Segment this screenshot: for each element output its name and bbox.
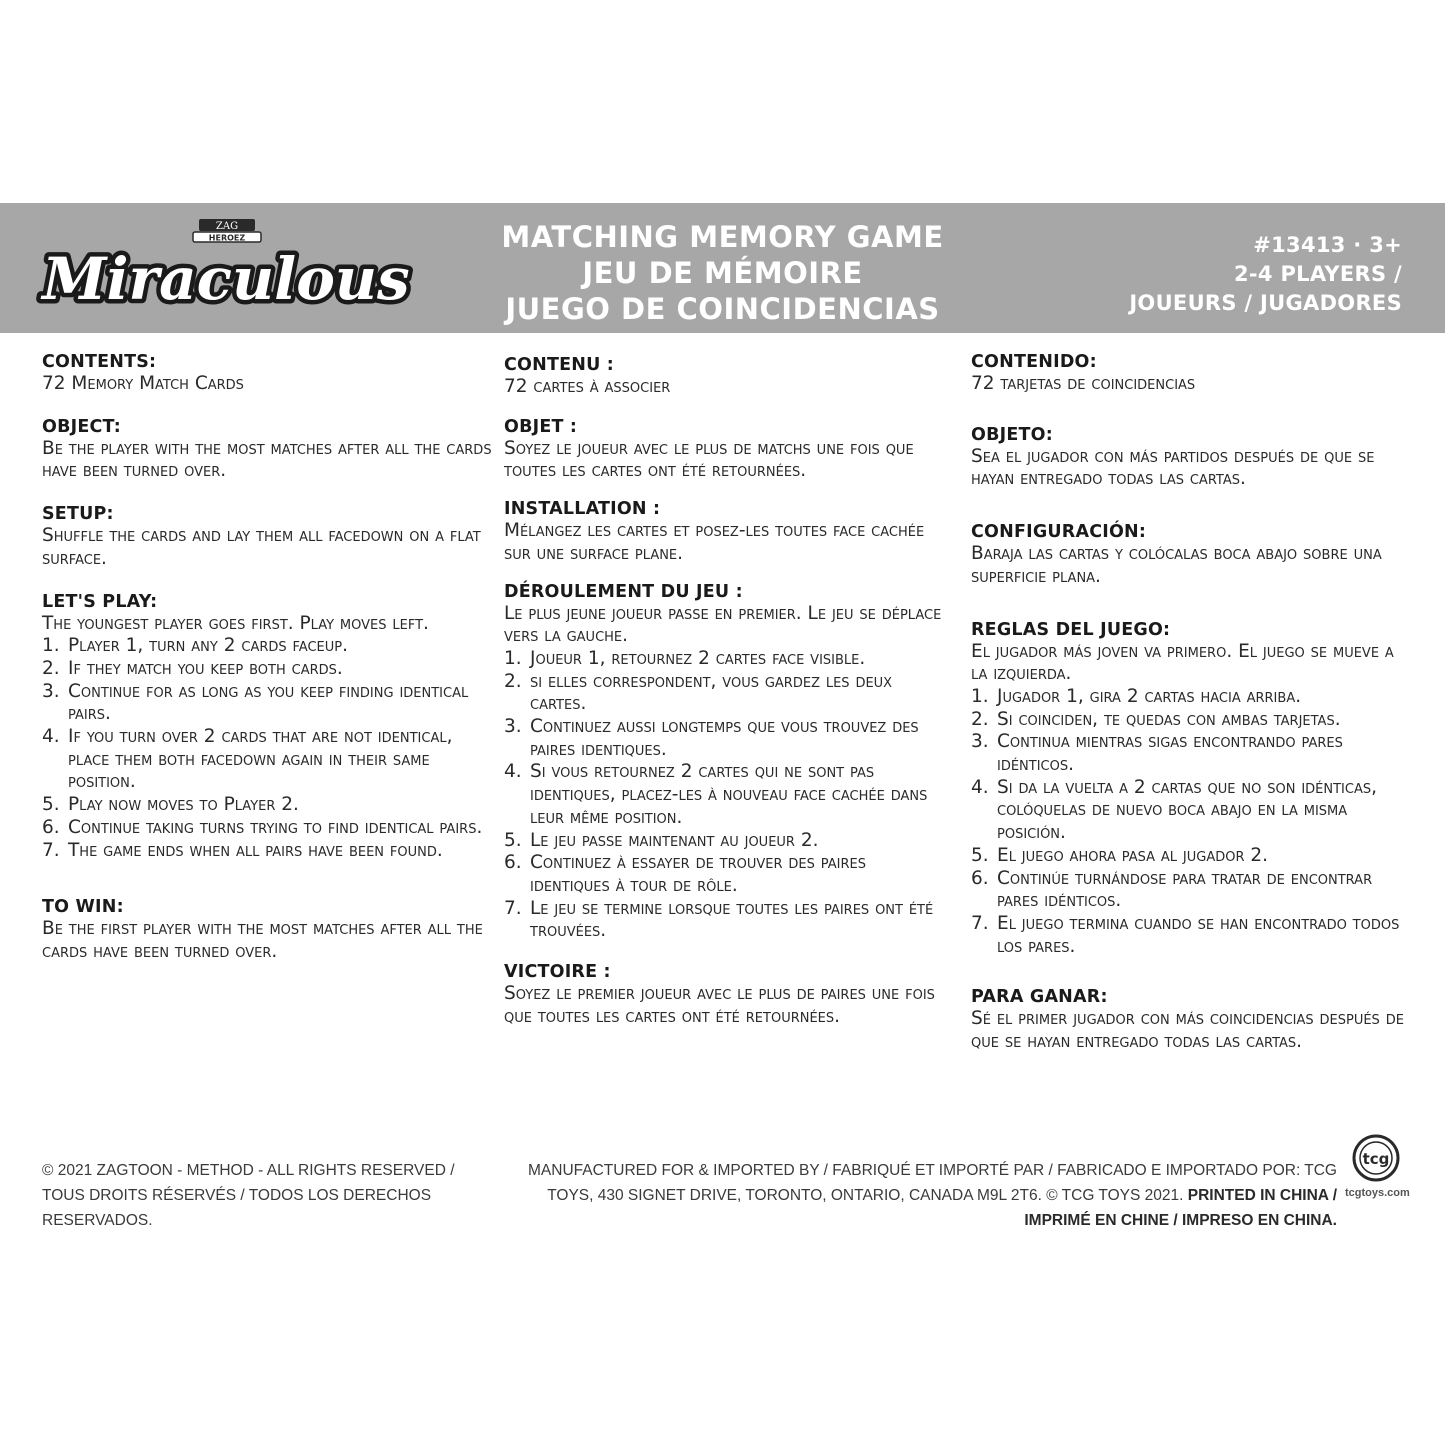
instruction-sheet xyxy=(0,203,1445,1243)
logo-heroez-text: HEROEZ xyxy=(208,233,246,243)
english-column xyxy=(42,351,492,984)
list-item: 4. Si da la vuelta a 2 cartas que no son idénticas, colóquelas de nuevo boca abajo en la misma posición. xyxy=(971,776,1377,844)
section-text: Baraja las cartas y colócalas boca abajo sobre una superficie plana. xyxy=(971,543,1382,587)
play-section xyxy=(971,619,1411,959)
manufacturer-notice xyxy=(492,1158,1337,1233)
steps-list xyxy=(504,648,944,943)
play-section xyxy=(42,591,492,863)
section-heading: OBJETO: xyxy=(971,424,1053,445)
section-text: Le plus jeune joueur passe en premier. Le jeu se déplace vers la gauche. xyxy=(504,602,942,647)
product-number: #13413 · 3+ xyxy=(1253,233,1402,257)
section-heading: CONTENTS: xyxy=(42,352,157,372)
win-section xyxy=(971,986,1411,1053)
section-text: Shuffle the cards and lay them all facedown on a flat surface. xyxy=(42,525,481,569)
list-item: 1. Jugador 1, gira 2 cartas hacia arriba. xyxy=(971,685,1302,707)
section-heading: OBJECT: xyxy=(42,416,121,437)
play-section xyxy=(504,581,944,944)
list-item: 7. Le jeu se termine lorsque toutes les paires ont été trouvées. xyxy=(504,897,934,942)
section-heading: VICTOIRE : xyxy=(504,962,611,983)
list-item: 3. Continua mientras sigas encontrando pares idénticos. xyxy=(971,731,1343,776)
miraculous-logo xyxy=(42,217,410,325)
section-text: El jugador más joven va primero. El juego se mueve a la izquierda. xyxy=(971,640,1394,685)
list-item: 6. Continuez à essayer de trouver des paires identiques à tour de rôle. xyxy=(504,852,867,896)
french-column xyxy=(504,354,944,1048)
win-section xyxy=(504,961,944,1028)
object-section xyxy=(42,416,492,483)
setup-section xyxy=(42,503,492,570)
list-item: 2. If they match you keep both cards. xyxy=(42,657,343,679)
tcg-logo-icon xyxy=(1351,1133,1401,1183)
section-heading: SETUP: xyxy=(42,504,114,525)
section-text: Soyez le premier joueur avec le plus de paires une fois que toutes les cartes ont été retournées. xyxy=(504,983,935,1027)
list-item: 3. Continuez aussi longtemps que vous trouvez des paires identiques. xyxy=(504,716,919,760)
list-item: 2. Si coinciden, te quedas con ambas tarjetas. xyxy=(971,708,1341,730)
copyright-notice: © 2021 ZAGTOON - METHOD - ALL RIGHTS RESERVED / TOUS DROITS RÉSERVÉS / TODOS LOS DERECHOS RESERVADOS. xyxy=(42,1162,455,1229)
section-text: 72 cartes à associer xyxy=(504,376,671,397)
list-item: 6. Continúe turnándose para tratar de encontrar pares idénticos. xyxy=(971,867,1373,912)
list-item: 3. Continue for as long as you keep finding identical pairs. xyxy=(42,680,469,725)
section-heading: CONTENIDO: xyxy=(971,352,1097,372)
section-text: Mélangez les cartes et posez-les toutes face cachée sur une surface plane. xyxy=(504,520,925,564)
list-item: 6. Continue taking turns trying to find identical pairs. xyxy=(42,816,483,838)
list-item: 2. si elles correspondent, vous gardez les deux cartes. xyxy=(504,670,893,715)
contents-section xyxy=(971,351,1411,396)
section-heading: TO WIN: xyxy=(42,897,124,918)
list-item: 4. Si vous retournez 2 cartes qui ne sont pas identiques, placez-les à nouveau face cachée dans leur même position. xyxy=(504,761,928,828)
section-text: Sea el jugador con más partidos después de que se hayan entregado todas las cartas. xyxy=(971,445,1375,490)
list-item: 5. El juego ahora pasa al jugador 2. xyxy=(971,844,1269,866)
tcg-logo xyxy=(1345,1133,1410,1205)
logo-brand-text: Miraculous xyxy=(42,245,410,313)
header-band xyxy=(0,203,1445,333)
object-section xyxy=(504,416,944,483)
list-item: 1. Player 1, turn any 2 cards faceup. xyxy=(42,635,348,657)
spanish-column xyxy=(971,351,1411,1074)
steps-list xyxy=(971,686,1411,958)
list-item: 5. Le jeu passe maintenant au joueur 2. xyxy=(504,829,819,851)
tcg-url: tcgtoys.com xyxy=(1345,1187,1410,1199)
section-text: The youngest player goes first. Play moves left. xyxy=(42,612,429,634)
manufacturer-text: MANUFACTURED FOR & IMPORTED BY / FABRIQUÉ ET IMPORTÉ PAR / FABRICADO E IMPORTADO POR: TCG TOYS, 430 SIGNET DRIVE, TORONTO, ONTARIO, CANADA M9L 2T6. © TCG TOYS 2021. xyxy=(528,1162,1337,1204)
product-meta xyxy=(1062,231,1402,318)
section-heading: REGLAS DEL JUEGO: xyxy=(971,619,1171,640)
section-text: Be the first player with the most matches after all the cards have been turned over. xyxy=(42,918,483,962)
list-item: 5. Play now moves to Player 2. xyxy=(42,794,299,816)
win-section xyxy=(42,896,492,963)
list-item: 1. Joueur 1, retournez 2 cartes face visible. xyxy=(504,647,866,669)
printed-in-text: PRINTED IN CHINA / IMPRIMÉ EN CHINE / IMPRESO EN CHINA. xyxy=(1024,1187,1337,1229)
section-heading: PARA GANAR: xyxy=(971,987,1108,1008)
object-section xyxy=(971,424,1411,491)
section-heading: CONTENU : xyxy=(504,355,615,375)
title-english: MATCHING MEMORY GAME xyxy=(501,220,944,254)
section-heading: LET'S PLAY: xyxy=(42,591,158,612)
setup-section xyxy=(971,521,1411,588)
list-item: 7. The game ends when all pairs have been found. xyxy=(42,839,443,861)
game-title xyxy=(440,219,1005,327)
title-spanish: JUEGO DE COINCIDENCIAS xyxy=(505,292,940,326)
tcg-logo-text: tcg xyxy=(1362,1150,1390,1168)
section-heading: DÉROULEMENT DU JEU : xyxy=(504,581,743,602)
section-heading: OBJET : xyxy=(504,416,578,437)
title-french: JEU DE MÉMOIRE xyxy=(582,256,863,290)
list-item: 7. El juego termina cuando se han encontrado todos los pares. xyxy=(971,912,1400,957)
section-text: Soyez le joueur avec le plus de matchs une fois que toutes les cartes ont été retournées. xyxy=(504,437,914,482)
section-text: 72 Memory Match Cards xyxy=(42,373,244,394)
logo-zag-text: ZAG xyxy=(215,221,239,232)
player-count: 2-4 PLAYERS / xyxy=(1234,262,1402,286)
section-text: Be the player with the most matches after all the cards have been turned over. xyxy=(42,437,492,482)
section-heading: CONFIGURACIÓN: xyxy=(971,522,1147,543)
contents-section xyxy=(504,354,944,399)
section-heading: INSTALLATION : xyxy=(504,499,661,520)
section-text: 72 tarjetas de coincidencias xyxy=(971,373,1196,394)
setup-section xyxy=(504,498,944,565)
section-text: Sé el primer jugador con más coincidencias después de que se hayan entregado todas las cartas. xyxy=(971,1008,1404,1053)
player-count-translations: JOUEURS / JUGADORES xyxy=(1129,291,1402,315)
steps-list xyxy=(42,635,492,862)
contents-section xyxy=(42,351,492,396)
list-item: 4. If you turn over 2 cards that are not identical, place them both facedown again in their same position. xyxy=(42,726,453,793)
